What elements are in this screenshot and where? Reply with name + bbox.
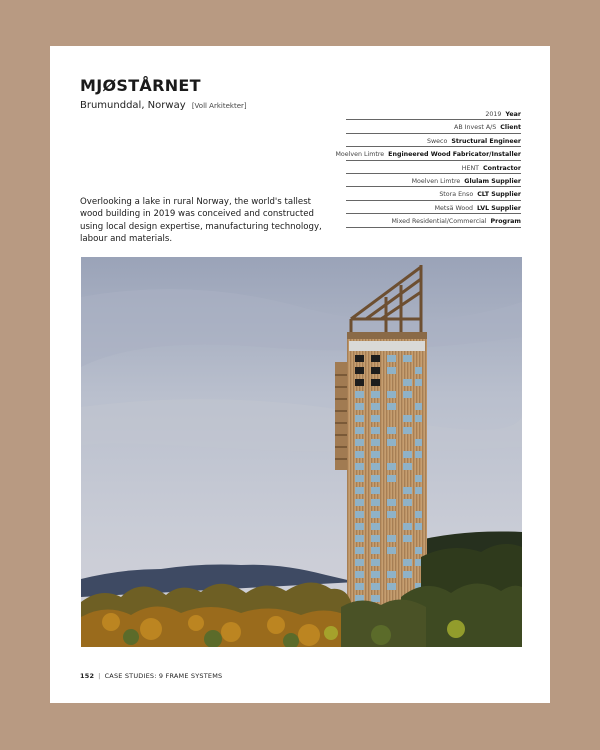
spec-label: Glulam Supplier (464, 178, 521, 186)
spec-label: Engineered Wood Fabricator/Installer (388, 151, 521, 159)
spec-row (346, 134, 521, 147)
footer-section: CASE STUDIES: 9 FRAME SYSTEMS (104, 672, 223, 680)
tower-photo (81, 257, 522, 647)
page-title: MJØSTÅRNET (80, 76, 201, 95)
spec-value: Sweco (427, 137, 448, 145)
spec-value: 2019 (485, 111, 502, 119)
spec-label: Client (500, 124, 521, 132)
page-number: 152 (80, 672, 95, 680)
project-spec-list (335, 107, 521, 228)
spec-value: AB Invest A/S (454, 124, 497, 132)
spec-label: Year (505, 111, 521, 119)
spec-row (346, 187, 521, 200)
spec-value: Metsä Wood (434, 204, 474, 212)
spec-row (346, 174, 521, 187)
footer-separator: | (98, 672, 101, 680)
spec-label: Structural Engineer (451, 137, 521, 145)
spec-value: Mixed Residential/Commercial (391, 218, 487, 226)
spec-row (346, 120, 521, 133)
intro-paragraph: Overlooking a lake in rural Norway, the world's tallest wood building in 2019 was conceived and constructed using local design expertise, manufacturing technology, labour and materials. (80, 197, 322, 245)
spec-value: Moelven Limtre (411, 178, 461, 186)
spec-value: HENT (461, 164, 480, 172)
spec-row (346, 214, 521, 227)
spec-label: CLT Supplier (477, 191, 521, 199)
spec-value: Moelven Limtre (335, 151, 385, 159)
spec-row (346, 161, 521, 174)
project-location-line (80, 100, 247, 111)
spec-label: LVL Supplier (477, 204, 521, 212)
project-location: Brumunddal, Norway (80, 100, 186, 111)
spec-label: Program (490, 218, 521, 226)
page-footer (80, 672, 222, 680)
project-architect: [Voll Arkitekter] (191, 102, 247, 110)
spec-row (346, 107, 521, 120)
spec-value: Stora Enso (439, 191, 474, 199)
spec-row (346, 201, 521, 214)
spec-row (335, 147, 521, 160)
spec-label: Contractor (483, 164, 521, 172)
book-page (50, 46, 550, 703)
